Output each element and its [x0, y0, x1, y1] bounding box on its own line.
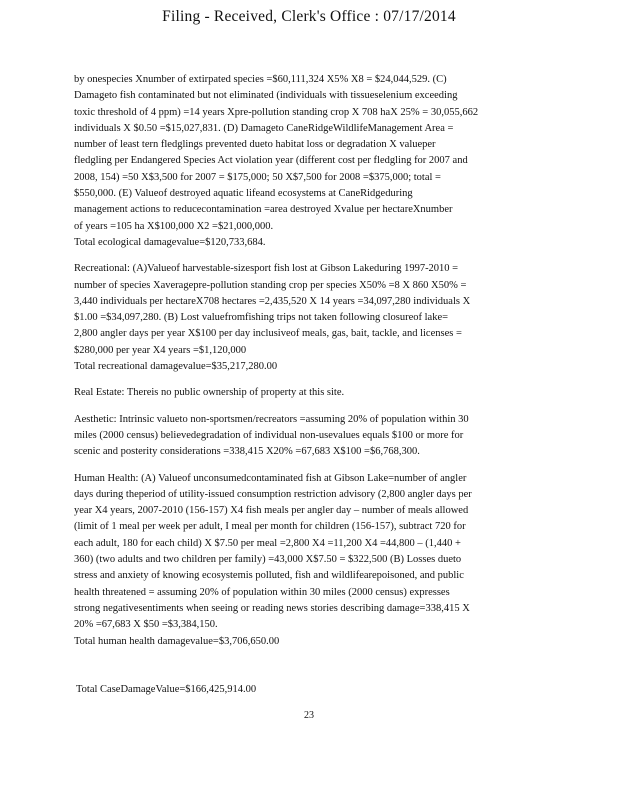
text-line: strong negativesentiments when seeing or reading news stories describing damage=338,415 X: [74, 602, 470, 614]
paragraph-total: Total ecological damagevalue=$120,733,684.: [74, 236, 266, 248]
page-number: 23: [304, 710, 314, 721]
text-line: each adult, 180 for each child) X $7.50 per meal =2,800 X4 =11,200 X4 =44,800 – (1,440 +: [74, 537, 461, 549]
text-line: stress and anxiety of knowing ecosystemis polluted, fish and wildlifearepoisoned, and public: [74, 570, 464, 582]
text-line: 20% =67,683 X $50 =$3,384,150.: [74, 619, 218, 631]
text-line: by onespecies Xnumber of extirpated species =$60,111,324 X5% X8 = $24,044,529. (C): [74, 74, 447, 85]
text-line: year X4 years, 2007-2010 (156-157) X4 fish meals per angler day – number of meals allowed: [74, 505, 469, 517]
text-line: 3,440 individuals per hectareX708 hectares =2,435,520 X 14 years =34,097,280 individuals X: [74, 295, 471, 307]
document-body: [74, 72, 544, 660]
text-line: individuals X $0.50 =$15,027,831. (D) Damageto CaneRidgeWildlifeManagement Area =: [74, 122, 454, 134]
text-line: days during theperiod of utility-issued consumption restriction advisory (2,800 angler days per: [74, 488, 472, 500]
text-line: number of least tern fledglings prevented dueto habitat loss or degradation X valueper: [74, 139, 436, 151]
paragraph-recreational: [74, 261, 544, 375]
paragraph-aesthetic: [74, 412, 544, 461]
text-line: 2008, 154) =50 X$3,500 for 2007 = $175,000; 50 X$7,500 for 2008 =$375,000; total =: [74, 171, 441, 183]
text-line: 360) (two adults and two children per family) =43,000 X$7.50 = $322,500 (B) Losses dueto: [74, 554, 462, 566]
paragraph-total: Total recreational damagevalue=$35,217,280.00: [74, 361, 278, 373]
text-line: management actions to reducecontamination =area destroyed Xvalue per hectareXnumber: [74, 204, 453, 216]
case-total: Total CaseDamageValue=$166,425,914.00: [76, 684, 257, 695]
text-line: health threatened = assuming 20% of population within 30 miles (2000 census) expresses: [74, 586, 450, 598]
text-line: miles (2000 census) believedegradation of individual non-usevalues equals $100 or more for: [74, 429, 464, 441]
text-line: number of species Xaveragepre-pollution standing crop per species X50% =8 X 860 X50% =: [74, 279, 467, 291]
text-line: Damageto fish contaminated but not eliminated (individuals with tissueselenium exceeding: [74, 90, 458, 102]
text-line: $550,000. (E) Valueof destroyed aquatic lifeand ecosystems at CaneRidgeduring: [74, 188, 413, 200]
text-line: Aesthetic: Intrinsic valueto non-sportsmen/recreators =assuming 20% of population within 30: [74, 413, 469, 425]
text-line: 2,800 angler days per year X$100 per day inclusiveof meals, gas, bait, tackle, and licenses =: [74, 328, 462, 340]
text-line: scenic and posterity considerations =338,415 X20% =67,683 X$100 =$6,768,300.: [74, 446, 420, 458]
text-line: $280,000 per year X4 years =$1,120,000: [74, 344, 247, 356]
paragraph-ecological: [74, 72, 544, 251]
paragraph-total: Total human health damagevalue=$3,706,650.00: [74, 635, 280, 647]
paragraph-real-estate: [74, 385, 544, 401]
text-line: fledgling per Endangered Species Act violation year (different cost per fledgling for 2007 and: [74, 155, 468, 167]
text-line: toxic threshold of 4 ppm) =14 years Xpre-pollution standing crop X 708 haX 25% = 30,055,662: [74, 106, 479, 118]
paragraph-human-health: [74, 471, 544, 650]
text-line: of years =105 ha X$100,000 X2 =$21,000,000.: [74, 220, 274, 232]
text-line: Human Health: (A) Valueof unconsumedcontaminated fish at Gibson Lake=number of angler: [74, 472, 467, 484]
text-line: Recreational: (A)Valueof harvestable-sizesport fish lost at Gibson Lakeduring 1997-2010 =: [74, 263, 459, 275]
text-line: $1.00 =$34,097,280. (B) Lost valuefromfishing trips not taken following closureof lake=: [74, 312, 449, 324]
filing-header: Filing - Received, Clerk's Office : 07/17/2014: [162, 8, 456, 25]
text-line: (limit of 1 meal per week per adult, I meal per month for children (156-157), subtract 720 for: [74, 521, 466, 533]
text-line: Real Estate: Thereis no public ownership of property at this site.: [74, 387, 345, 399]
